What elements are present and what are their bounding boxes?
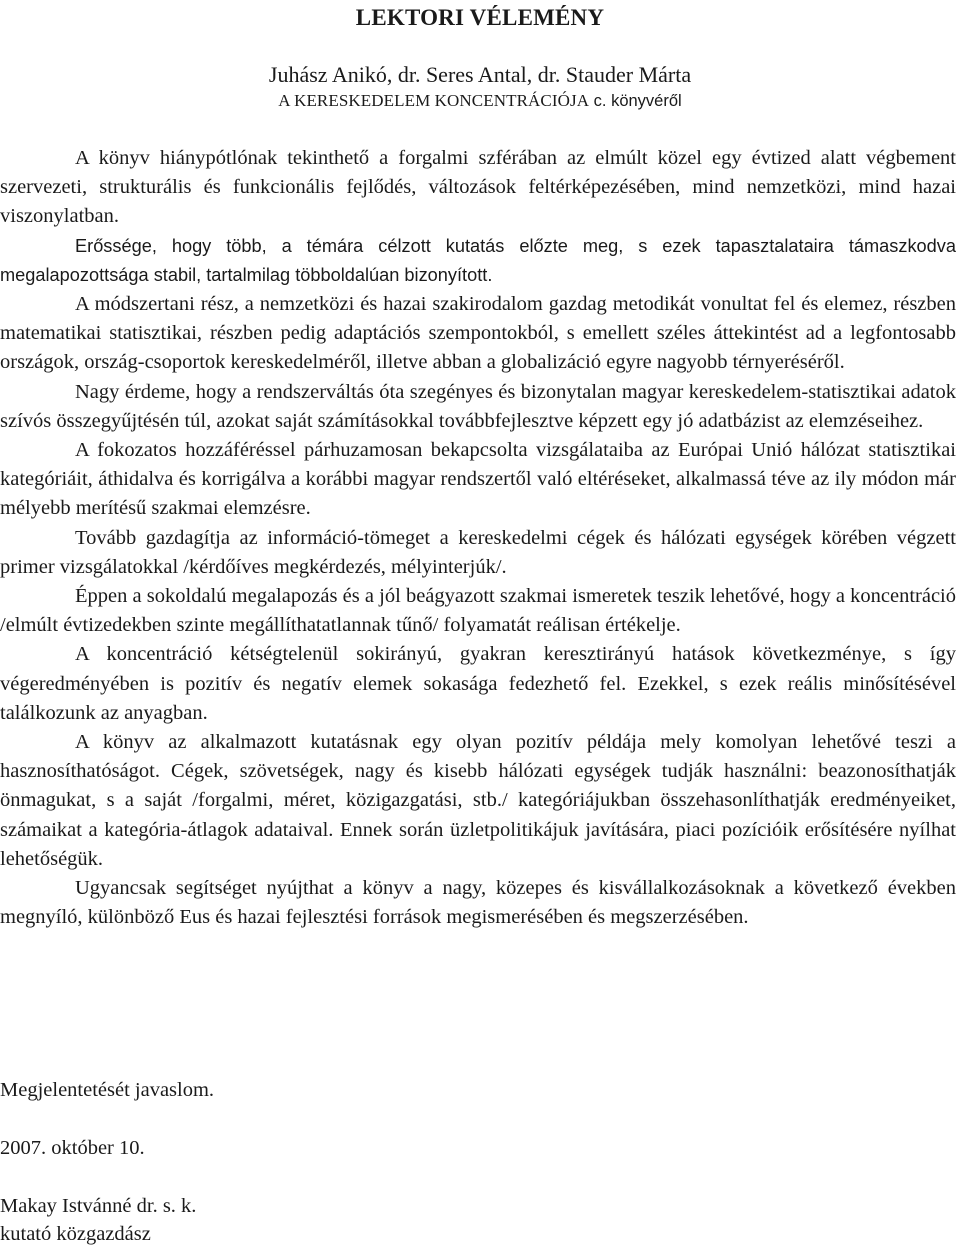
recommendation: Megjelentetését javaslom. — [0, 1079, 215, 1101]
paragraph-4-text: Nagy érdeme, hogy a rendszerváltás óta szegényes és bizonytalan magyar kereskedelem-statisztikai adatok szívós összegyűjtésén túl, azokat saját számításokkal továbbfejlesztve képzett egy jó adatbázist az elemzéseihez. — [0, 380, 956, 432]
paragraph-5-text: A fokozatos hozzáféréssel párhuzamosan bekapcsolta vizsgálataiba az Európai Unió hálózat statisztikai kategóriáit, áthidalva és korrigálva a korábbi magyar rendszertől való eltéréseket, alkalmassá téve az ily módon már mélyebb merítésű szakmai elemzésre. — [0, 439, 956, 520]
paragraph-7 — [0, 582, 956, 640]
paragraph-10-text: Ugyancsak segítséget nyújthat a könyv a nagy, közepes és kisvállalkozásoknak a következő években megnyíló, különböző Eus és hazai fejlesztési források megismerésében és megszerzésében. — [0, 877, 956, 929]
paragraph-1-text: A könyv hiánypótlónak tekinthető a forgalmi szférában az elmúlt közel egy évtized alatt végbement szervezeti, strukturális és funkcionális fejlődés, változások feltérképezésében, mind nemzetközi, mind hazai viszonylatban. — [0, 147, 956, 228]
paragraph-5 — [0, 436, 956, 524]
book-authors: Juhász Anikó, dr. Seres Antal, dr. Stauder Márta — [268, 62, 692, 87]
paragraph-3 — [0, 290, 956, 378]
paragraph-9 — [0, 728, 956, 874]
paragraph-2 — [0, 232, 956, 290]
document-title: LEKTORI VÉLEMÉNY — [355, 5, 605, 30]
book-title: A KERESKEDELEM KONCENTRÁCIÓJA — [278, 91, 590, 110]
review-body — [0, 144, 956, 932]
paragraph-7-text: Éppen a sokoldalú megalapozás és a jól beágyazott szakmai ismeretek teszik lehetővé, hogy a koncentráció /elmúlt évtizedekben szinte megállíthatatlannak tűnő/ folyamatát reálisan értékelje. — [0, 585, 956, 637]
paragraph-6-text: Tovább gazdagítja az információ-tömeget a kereskedelmi cégek és hálózati egységek körében végzett primer vizsgálatokkal /kérdőíves megkérdezés, mélyinterjúk/. — [0, 526, 956, 578]
paragraph-4 — [0, 378, 956, 436]
paragraph-6 — [0, 524, 956, 582]
book-title-suffix: c. könyvéről — [589, 92, 682, 110]
review-date: 2007. október 10. — [0, 1137, 145, 1159]
book-title-line — [0, 90, 960, 112]
paragraph-8 — [0, 640, 956, 728]
paragraph-8-text: A koncentráció kétségtelenül sokirányú, gyakran keresztirányú hatások következménye, s így végeredményében is pozitív és negatív elemek sokasága fedezhető fel. Ezekkel, s ezek reális minősítésével találkozunk az anyagban. — [0, 643, 956, 724]
paragraph-10 — [0, 874, 956, 932]
paragraph-2-text: Erőssége, hogy több, a témára célzott kutatás előzte meg, s ezek tapasztalataira támaszkodva megalapozottsága stabil, tartalmilag többoldalúan bizonyított. — [0, 235, 956, 285]
signature-name: Makay Istvánné dr. s. k. — [0, 1195, 197, 1217]
paragraph-1 — [0, 144, 956, 232]
paragraph-9-text: A könyv az alkalmazott kutatásnak egy olyan pozitív példája mely komolyan lehetővé teszi a hasznosíthatóságot. Cégek, szövetségek, nagy és kisebb hálózati egységek tudják használni: beazonosíthatják önmagukat, s a saját /forgalmi, méret, közigazgatási, stb./ kategóriájukban összehasonlíthatják eredményeiket, számaikat a kategória-átlagok adataival. Ennek során üzletpolitikájuk javítására, piaci pozícióik erősítésére nyílhat lehetőségük. — [0, 731, 956, 870]
paragraph-3-text: A módszertani rész, a nemzetközi és hazai szakirodalom gazdag metodikát vonultat fel és elemez, részben matematikai statisztikai, részben pedig adaptációs szempontokból, s emellett széles áttekintést ad a legfontosabb országok, ország-csoportok kereskedelméről, illetve abban a globalizáció egyre nagyobb térnyeréséről. — [0, 293, 956, 374]
signature-title: kutató közgazdász — [0, 1223, 151, 1245]
